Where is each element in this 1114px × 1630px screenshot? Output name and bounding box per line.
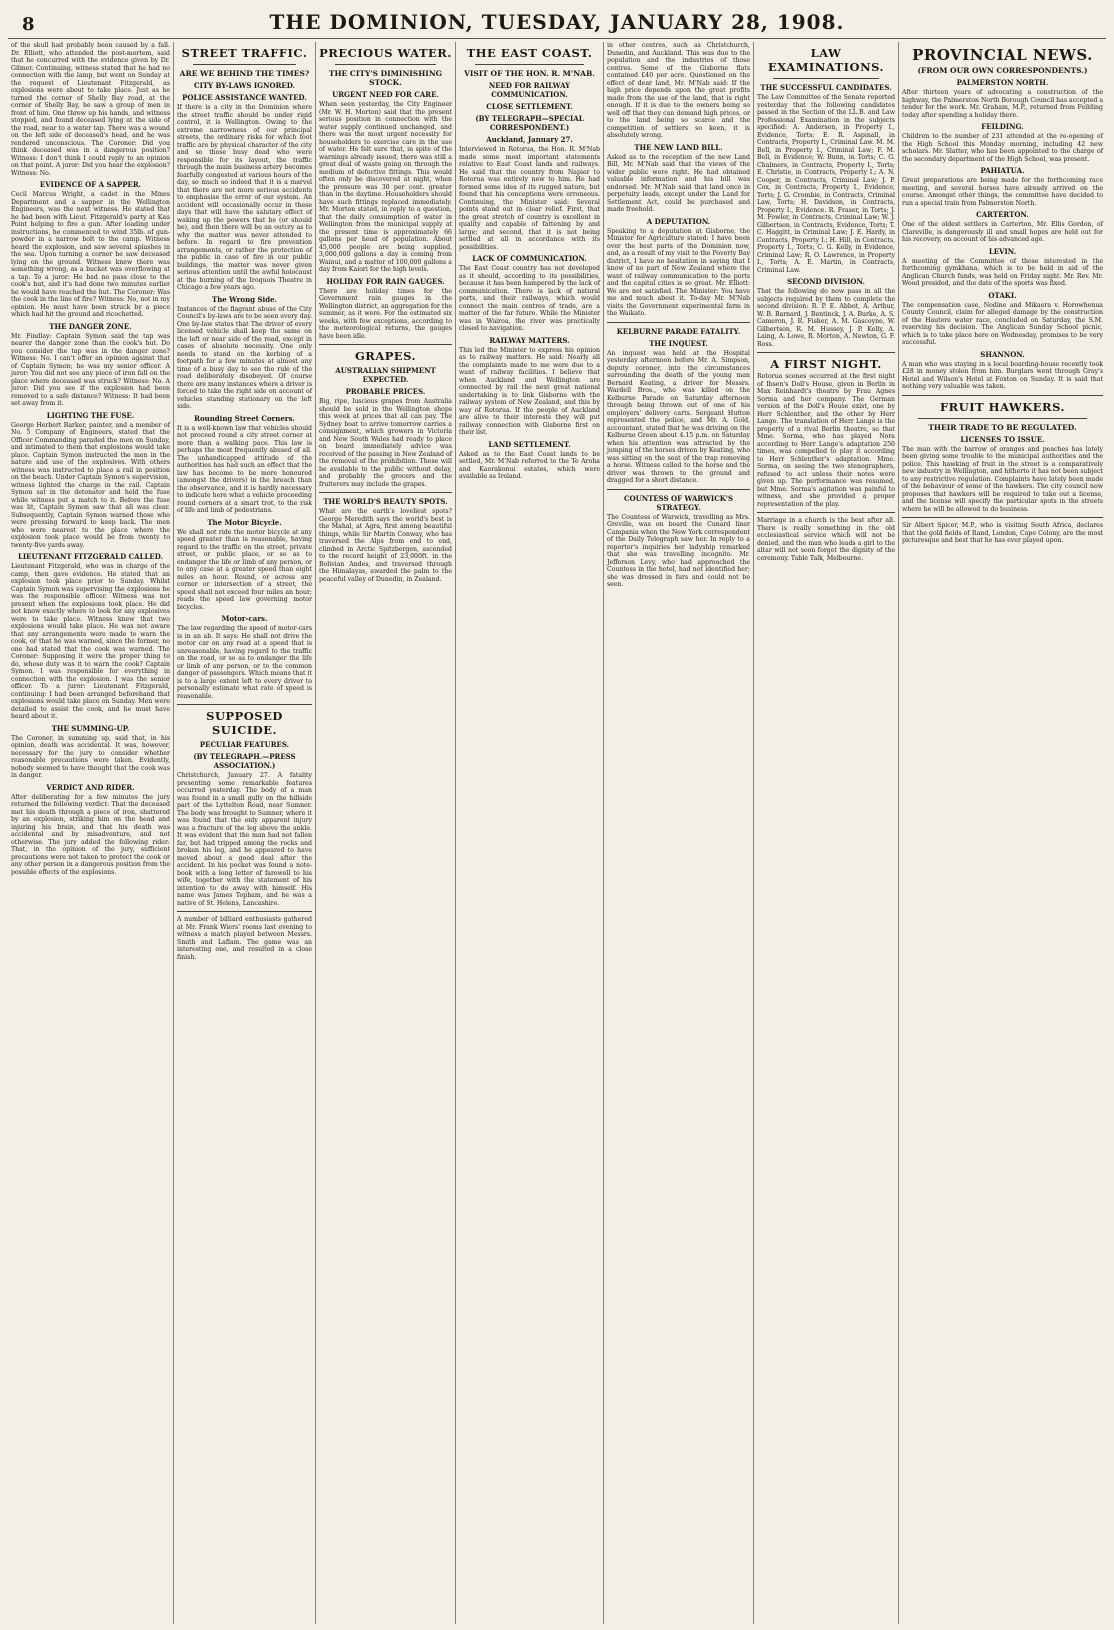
subheading: RAILWAY MATTERS. [489,335,570,345]
divider [177,704,312,705]
divider [335,64,436,65]
divider [319,492,452,493]
article-text: Cecil Marcus Wright, a cadet in the Mines Department and a sapper in the Wellington Engineers, was the next witness. He stated that he had been with Lieut. Fitzgerald's party at Kau Point helping to fire a gun. After loading under instructions, he commenced to wind 35lb. of gun-powder in a narrow bolt to the camp. Witness heard the explosion, and saw several splashes in the sea. Upon turning a corner he saw deceased lying on the ground. Witness knew there was something wrong, as a bucket was overflowing at a tap. To a juror: He had no pass close to the cook's hut, and it's had done two minutes earlier he would have reached the hut. The Coroner: Was the cook in the line of fire? Witness: No, not in my opinion. He must have been struck by a piece which had hit the ground and ricochetted. [11,191,170,318]
headline-provincial-news: PROVINCIAL NEWS. [912,46,1093,64]
article-text: What are the earth's loveliest spots? George Meredith says the world's best is the Mahal, at Agra, first among beautiful things, while Sir Martin Conway, who has traversed the Alps from end to end, climbed in Arctic Spitzbergen, ascended to the record height of 23,000ft. in the Bolivian Andes, and traversed through the Himalayas, awarded the palm to the peaceful valley of Dunedin, in Zealand. [319,508,452,583]
article-text: Asked as to the East Coast lands to be settled, Mr. M'Nab referred to the Te Aroha and Kaorakonui estates, which were available as Ireland. [459,450,600,480]
headline-supposed-suicide: SUPPOSED SUICIDE. [206,709,283,737]
divider [918,418,1087,419]
subheading: AUSTRALIAN SHIPMENT EXPECTED. [335,366,436,384]
article-text: A meeting of the Committee of those interested in the forthcoming gymkhana, which is to be held in aid of the Anglican Church funds, was held on Friday night. Mr. Rev. Mr. Wood presided, and the date of the sports was fixed. [902,257,1103,287]
subheading: THE DANGER ZONE. [49,321,132,331]
headline-fruit-hawkers: FRUIT HAWKERS. [939,399,1066,414]
column-4 [455,42,603,1624]
article-text: There are holiday times for the Government rain gauges in the Wellington district, an aggregation for the summer, as it were. For the estimated six weeks, with few exceptions, according to the meteorological returns, the gauges have been idle. [319,287,452,340]
article-text: After deliberating for a few minutes the jury returned the following verdict: That the deceased met his death through a piece of iron, shattered by an explosion, striking him on the head and injuring his brain, and that his death was accidental and by misadventure, and not otherwise. The jury added the following rider: That, in the opinion of the jury, sufficient precautions were not taken to protect the cook or any other person in a dangerous position from the possible effects of the explosions. [11,793,170,876]
article-text: Rotorua scenes occurred at the first night of Ibsen's Doll's House, given in Berlin in Max Reinhardt's theatre by Frau Agnes Sorma and her company. The German version of the Doll's House exist, one by Herr Schlenther, and the other by Herr Lange. The translation of Herr Lange is the property of a rival Berlin theatre, so that Mme. Sorma, who has played Nora according to Herr Lange's adaptation 250 times, was compelled to play it according to Herr Schlenther's adaptation. Mme. Sorma, on seeing the two stenographers, refused to act unless their notes were given up. The performance was resumed, but Mme. Sorma's agitation was painful to witness, and she provided a proper representation of the play. [757,373,895,508]
subheading: VERDICT AND RIDER. [46,782,135,792]
column-3 [315,42,455,1624]
article-text: Interviewed in Rotorua, the Hon. R. M'Nab made some most important statements relative to East Coast lands and railways. He said that the country from Napier to Rotorua was entirely new to him. He had formed some idea of its rugged nature, but found that his conceptions were erroneous. Continuing, the Minister said: Several points stand out in clear relief. First, that the great stretch of country is excellent in quality and capable of fattening by and large; and second, that it is not being settled at all in accordance with its possibilities. [459,146,600,251]
subheading: THE WORLD'S BEAUTY SPOTS. [323,497,448,506]
article-text: George Herbert Barker, painter, and a member of No. 5 Company of Engineers, stated that the Officer Commanding paraded the men on Sunday, and intimated to them that explosions would take place. Captain Symon instructed the men in the nature and use of the explosives. With others witness was instructed to place a rail in position on the beach. Under Captain Symon's supervision, witness lighted the charge in the rail. Captain Symon sat in the detonator and held the fuse while witness put a match to it. Before the fuse was lit, Captain Symon saw that all was clear. Subsequently, Captain Symon warned those who were pressing forward to keep back. The men who were nearest to the place where the explosion took place would be from twenty to twenty-five yards away. [11,421,170,549]
article-text: Instances of the flagrant abuse of the City Council's by-laws are to be seen every day. One by-law states that The driver of every licensed vehicle shall keep the same on the left or near side of the road, except in cases of absolute necessity. One only needs to stand on the kerbing of a footpath for a few minutes at almost any time of a busy day to see the rule of the road deliberately disobeyed. Of course there are many instances where a driver is forced to take the right side on account of vehicles standing stationary on the left side. [177,305,312,410]
headline-first-night: A FIRST NIGHT. [770,357,882,371]
headline-precious-water: PRECIOUS WATER. [319,46,452,60]
divider [757,352,895,353]
article-text: This led the Minister to express his opinion as to railway matters. He said: Nearly all the complaints made to me were due to a want of railway facilities. I believe that when Auckland and Wellington are connected by rail the next great national undertaking is to link Gisborne with the railway system of New Zealand, and this by way of Rotorua. If the people of Auckland are alive to their interests they will put railway connection with Gisborne first on their list. [459,346,600,436]
subheading: (BY TELEGRAPH.—PRESS ASSOCIATION.) [193,752,296,770]
divider [177,911,312,912]
subheading: EVIDENCE OF A SAPPER. [39,180,142,189]
divider [193,64,296,65]
subheading: PECULIAR FEATURES. [199,740,290,749]
subheading: A DEPUTATION. [646,216,711,226]
subheading: Motor-cars. [221,614,268,623]
kicker: ARE WE BEHIND THE TIMES? [179,69,310,78]
article-text: The Coroner, in summing up, said that, in his opinion, death was accidental. It was, however, necessary for the jury to consider whether reasonable precautions were taken. Evidently, nobody seemed to have thought that the cook was in danger. [11,734,170,779]
subheading: SHANNON. [980,349,1025,359]
subheading: The Wrong Side. [211,294,277,304]
kicker: (FROM OUR OWN CORRESPONDENTS.) [917,66,1088,75]
kicker: THEIR TRADE TO BE REGULATED. [928,422,1077,432]
divider [475,64,584,65]
subheading: CITY BY-LAWS IGNORED. [194,81,295,90]
headline-law-examinations: LAW EXAMINATIONS. [768,46,884,74]
headline-grapes: GRAPES. [354,349,417,363]
column-7 [898,42,1106,1624]
article-text: One of the oldest settlers in Carterton, Mr. Ellis Gordon, of Clareville, is dangerously ill and small hopes are held out for his recovery, on account of his advanced age. [902,221,1103,243]
article-text: The Law Committee of the Senate reported yesterday that the following candidates passed in the Section of the LL.B. and Law Professional Examination in the subjects specified: A. Anderson, in Property I., Evidence, Torts; E. R. Aspinall, in Contracts, Property I., Criminal Law. M. M. Bell, in Property I., Criminal Law; F. M. Bell, in Evidence; W. Bunn, in Torts; C. G. Chalmers, in Contracts, Property I., Torts; E. Christie, in Contracts, Property I.; A. N. Cooper, in Contracts, Criminal Law; J. P. Cox, in Contracts, Property I., Evidence, Torts; J. G. Crombie, in Contracts, Criminal Law, Torts; H. Davidson, in Contracts, Property I., Evidence. R. Fraser, in Torts; J. M. Fowler, in Contracts, Criminal Law; W. J. Gilbertson, in Contracts, Evidence, Torts; T. C. Haggitt, in Criminal Law; J. E. Hardy, in Contracts, Property I.; H. Hill, in Contracts, Property I., Torts; C. G. Kelly, in Evidence, Criminal Law; R. O. Lawrence, in Property I., Torts; A. E. Martin, in Contracts, Criminal Law. [757,94,895,274]
column-5 [603,42,753,1624]
subheading: LACK OF COMMUNICATION. [472,254,587,263]
column-1 [8,42,173,1624]
article-text: of the skull had probably been caused by a fall. Dr. Elliott, who attended the post-mortem, said that he concurred with the evidence given by Dr. Gilmer. Continuing, witness stated that he had no connection with the lamp, but went on Sunday at the request of Lieutenant Fitzgerald, as explosions were about to take place. Just as he turned the corner of Shelly Bay road, at the corner of Shelly Bay, he saw a group of men in front of him. One threw up his hands, and witness stopped, and found deceased lying at the side of the road, near to a water tap. There was a wound on the left side of deceased's head, and he was rendered unconscious. The Coroner: Did you think deceased was in a dangerous position? Witness: I don't think I could reply to an opinion on that point. A juror: Did you hear the explosion? Witness: No. [11,42,170,177]
subheading: LIGHTING THE FUSE. [46,410,135,420]
divider [607,322,750,323]
column-6 [753,42,898,1624]
dateline: Auckland, January 27. [486,135,573,144]
page-number: 8 [22,14,35,35]
divider [902,395,1103,396]
headline-kelburne-parade: KELBURNE PARADE FATALITY. [616,326,741,336]
subheading: Rounding Street Corners. [194,413,295,423]
divider [319,344,452,345]
subheading: THE SUCCESSFUL CANDIDATES. [760,83,892,92]
article-text: If there is a city in the Dominion where the street traffic should be under rigid control, it is Wellington. Owing to the extreme narrowness of our principal streets, the ordinary risks for which foot traffic are by physical character of the city and so those busy dead who were responsible for its layout, the traffic through the main business artery becomes fearfully congested at various hours of the day, so much so indeed that it is a marvel that there are not more serious accidents to emphasise the error of our system. An accident will occasionally occur in these days that will have the salutary effect of waking up the powers that be (or should be), and then there will be an outcry as to why the matter was never attended to before. In regard to fire prevention arrangements, or rather the protection of the public in case of fire in our public buildings, the matter was never given serious attention until the awful holocaust at the burning of the Iroquois Theatre in Chicago a few years ago. [177,104,312,291]
subheading: HOLIDAY FOR RAIN GAUGES. [326,276,445,286]
article-text: The law regarding the speed of motor-cars is in an ab. It says: He shall not drive the motor car on any road at a speed that is unreasonable, having regard to the traffic on the road, or so as to endanger the life or limb of any person, or to the common danger of passengers. Which means that it is to a large extent left to every driver to personally estimate what rate of speed is reasonable. [177,625,312,700]
kicker: VISIT OF THE HON. R. M'NAB. [464,69,595,78]
subheading: FEILDING. [981,122,1024,131]
article-text: When seen yesterday, the City Engineer (Mr. W. H. Morton) said that the present serious position in connection with the water supply continued unchanged, and there was the most urgent necessity for householders to exercise care in the use of water. He felt sure that, in spite of the warnings already issued, there was still a great deal of waste going on through the medium of defective fittings. This would often only be discovered at night, when the pressure was 30 per cent. greater than in the daytime. Householders should have such fittings replaced immediately. Mr. Morton stated, in reply to a question, that the daily consumption of water in Wellington from the municipal supply at the present time is approximately 66 gallons per head of population. About 45,000 people are being supplied, 3,000,000 gallons a day is coming from Wainui, and a matter of 100,000 gallons a day from Kaiori for the high levels. [319,101,452,273]
subheading: LEVIN. [988,246,1017,256]
subheading: PALMERSTON NORTH. [956,78,1049,87]
divider [902,517,1103,518]
article-text: The East Coast country has not developed as it should, according to its possibilities, because it has been hampered by the lack of communication. There is lack of natural ports, and their railways, which would connect the main centres of trade, are a matter of the far future. While the Minister was in Wairoa, the river was practically closed to navigation. [459,265,600,332]
subheading: LICENSES TO ISSUE. [960,434,1045,444]
subheading: PAHIATUA. [980,166,1025,175]
subheading: PROBABLE PRICES. [345,387,426,396]
article-text: An inquest was held at the Hospital yesterday afternoon before Mr. A. Simpson, deputy coroner, into the circumstances surrounding the death of the young man Bernard Keating, a driver for Messrs. Wardell Bros., who was killed on the Kelburne Parade on Saturday afternoon through being thrown out of one of his employers' delivery carts. Sergeant Hutton represented the police, and Mr. A. Gold, accountant, stated that he was driving on the Kelburne Green about 4.15 p.m. on Saturday when his attention was attracted by the jumping of the horses driven by Keating, who was sitting on the seat of the trap removing a horse. Witness called to the horse and the driver was thrown to the ground and dragged for a short distance. [607,349,750,484]
article-text: Sir Albert Spicer, M.P., who is visiting South Africa, declares that the gold fields of Rand, London, Cape Colony, are the most picturesque and best that he has ever played upon. [902,522,1103,544]
article-text: The compensation case, Nodine and Mikaera v. Horowhenua County Council, claim for alleged damage by the construction of the Hautere water race, concluded on Saturday, the S.M. reserving his decision. The Anglican Sunday School picnic, which is to take place here on Wednesday, promises to be very successful. [902,301,1103,346]
article-text: A man who was staying in a local boarding-house recently took £28 in money stolen from him. Burglars went through Gray's Hotel and Wilson's Hotel at Foxton on Sunday. It is said that nothing very valuable was taken. [902,360,1103,390]
article-text: Asked as to the reception of the new Land Bill, Mr. M'Nab said that the views of the wider public were right. He had obtained valuable information and his bill was endorsed. Mr. M'Nab said that land once in perpetuity leads, except under the Land for Settlement Act, could be purchased and made freehold. [607,153,750,213]
article-text: Big, ripe, luscious grapes from Australia should be sold in the Wellington shops this week at prices that all can pay. The Sydney boat to arrive tomorrow carries a consignment, which growers in Victoria and New South Wales had ready to place on board immediately advice was received of the passing in New Zealand of the removal of the prohibition. These will be available to the public without delay, and probably the grocers and the fruiterers may include the grapes. [319,398,452,488]
subheading: OTAKI. [988,290,1017,300]
headline-countess-warwick: COUNTESS OF WARWICK'S STRATEGY. [623,493,734,512]
article-text: The Countess of Warwick, travelling as Mrs. Greville, was on board the Cunard liner Campania when the New York correspondent of the Daily Telegraph saw her. In reply to a reporter's inquiries her ladyship remarked that she was travelling incognito. Mr. Jefferson Levy, who had approached the Countess in the hotel, had not identified her; she was dressed in furs and could not be seen. [607,513,750,588]
newspaper-title: THE DOMINION, TUESDAY, JANUARY 28, 1908. [269,10,845,34]
subheading: LAND SETTLEMENT. [488,439,571,449]
article-text: Speaking to a deputation at Gisborne, the Minister for Agriculture stated: I have been over the best parts of the Dominion now, and, as a result of my visit to the Poverty Bay district, I have no hesitation in saying that I know of no part of New Zealand where the want of railway communication to the ports and the capital cities is so great. Mr. Elliott: We are not satisfied. The Minister: You have me and much about it. To-day Mr. M'Nab visits the Government experimental farm in the Waikato. [607,227,750,317]
subheading: THE INQUEST. [649,338,708,348]
subheading: SECOND DIVISION. [787,277,865,286]
column-2 [173,42,315,1624]
subheading: CLOSE SETTLEMENT. [486,102,573,111]
article-text: Mr. Findlay: Captain Symon said the tap was nearer the danger zone than the cook's hut. Do you consider the tap was in the danger zone? Witness: No. I can't offer an opinion against that of Captain Symon; he was my senior officer. A juror: You did not see any piece of iron fall on the place where deceased was struck? Witness: No. A juror: Did you see if the explosion had been removed to a safe distance? Witness: It had been set away from it. [11,332,170,407]
divider [773,78,879,79]
subheading: URGENT NEED FOR CARE. [332,90,439,99]
article-text: Children to the number of 231 attended at the re-opening of the High School this Monday morning, including 42 new scholars. Mr. Slatter, who has been appointed to the charge of the secondary department of the High School, was present. [902,133,1103,163]
subheading: The Motor Bicycle. [207,517,282,527]
divider [607,489,750,490]
article-text: Lieutenant Fitzgerald, who was in charge of the camp, then gave evidence. He stated that an explosion took place prior to Sunday. Whilst Captain Symon was supervising the explosions he was the responsible officer. Witness was not present when the explosions took place. He did not know exactly where to look for any explosives were to take place. Witness knew that two explosions would take place. He was not aware that any arrangements were made to warn the cook, or that he was warned, since the former, no one had stated that the cook was warned. The Coroner: Supposing it were the proper thing to do, whose duty was it to warn the cook? Captain Symon. I was responsible for everything in connection with the explosion. I was the senior officer. To a juror: Lieutenant Fitzgerald, continuing: I had been arranged beforehand that explosions would take place on Sunday. Men were detailed to assist the cook, and he must have heard about it. [11,563,170,720]
subheading: (BY TELEGRAPH—SPECIAL CORRESPONDENT.) [475,114,584,132]
article-text: in other centres, such as Christchurch, Dunedin, and Auckland. This was due to the population and the industries of those centres. Some of the Gisborne flats contained £40 per acre. Questioned on the effect of dear land, Mr. M'Nab said: If the high price depends upon the great profits made from the use of the land, that is right enough. If it is due to the owners being so well off that they can demand high prices, or to the land being so scarce and the competition of settlers so keen, it is absolutely wrong. [607,42,750,139]
article-text: It is a well-known law that vehicles should not proceed round a city street corner at more than a walking pace. This law is perhaps the most frequently abused of all. The unhandicapped attitude of the authorities has had such an effect that the law has become to be more honoured (amongst the drivers) in the breach than the observance, and it is hardly necessary to indicate here what a vehicle proceeding round corners at a smart trot, to the risk of life and limb of pedestrians. [177,424,312,514]
article-text: After thirteen years of advocating a construction of the highway, the Palmerston North Borough Council has accepted a tender for the work. Mr. Graham, M.P., returned from Feilding today after spending a holiday there. [902,89,1104,119]
article-text: Great preparations are being made for the forthcoming race meeting, and several horses have already arrived on the course. Amongst other things, the committee have decided to run a special train from Palmerston North. [902,177,1103,207]
headline-street-traffic: STREET TRAFFIC. [181,46,308,60]
masthead [8,4,1106,39]
article-text: We shall not ride the motor bicycle at any speed greater than is reasonable, having regard to the traffic on the street, private street, or public place, or so as to endanger the life or limb of any person, or to any case at a greater speed than eight miles an hour. Round, or across any corner or intersection of a street, the speed shall not exceed four miles an hour; reads the speed law governing motor bicycles. [177,528,312,611]
article-text: That the following do now pass in all the subjects required by them to complete the second division: R. P. E. Abbot, A. Arthur, W. B. Barnard, J. Bentinck, J. A. Burke, A. S. Cameron, J. R. Fisher, A. M. Gascoyne, W. Gilbertson, R. M. Hussey, J. P. Kelly, A. Laing, A. Lowe, R. Morton, A. Newton, G. F. Ross. [757,288,895,348]
divider [757,512,895,513]
article-text: The man with the barrow of oranges and peaches has lately been giving some trouble to the municipal authorities and the police. This hawking of fruit in the street is a comparatively new industry in Wellington, and hitherto it has not been subject to any restrictive regulation. Complaints have lately been made of the behaviour of some of the hawkers. The city council now proposes that hawkers will be required to take out a license, and the license will specify the particular spots in the streets where he will be allowed to do business. [902,445,1103,513]
article-text: Marriage in a church is the best after all. There is really something in the old ecclesiastical service which will not be denied, and the man who leads a girl to the altar will not soon forget the dignity of the ceremony. Table Talk, Melbourne. [757,517,895,562]
subheading: THE NEW LAND BILL. [634,142,723,152]
subheading: LIEUTENANT FITZGERALD CALLED. [17,552,164,561]
subheading: POLICE ASSISTANCE WANTED. [182,93,307,102]
subheading: CARTERTON. [976,210,1029,219]
subheading: NEED FOR RAILWAY COMMUNICATION. [488,81,571,99]
headline-east-coast: THE EAST COAST. [466,46,593,60]
article-text: Christchurch, January 27. A fatality presenting some remarkable features occurred yesterday. The body of a man was found in a small gully on the hillside part of the Lyttelton Road, near Sumner. The body was brought to Sumner, where it was found that the only apparent injury was a fracture of the leg above the ankle. It was evident that the man had not fallen far, but had tripped among the rocks and broken his leg, and he appeared to have moved about a good deal after the accident. In his pocket was found a note-book with a long letter of farewell to his wife, together with the statement of his intention to do away with himself. His name was James Topham, and he was a native of St. Helens, Lancashire. [177,772,312,907]
subheading: THE SUMMING-UP. [51,723,130,733]
article-text: A number of billiard enthusiasts gathered at Mr. Frank Wiers' rooms last evening to witness a match played between Messrs. Smith and Laflam. The game was an interesting one, and resulted in a close finish. [177,916,312,961]
kicker: THE CITY'S DIMINISHING STOCK. [328,69,443,87]
